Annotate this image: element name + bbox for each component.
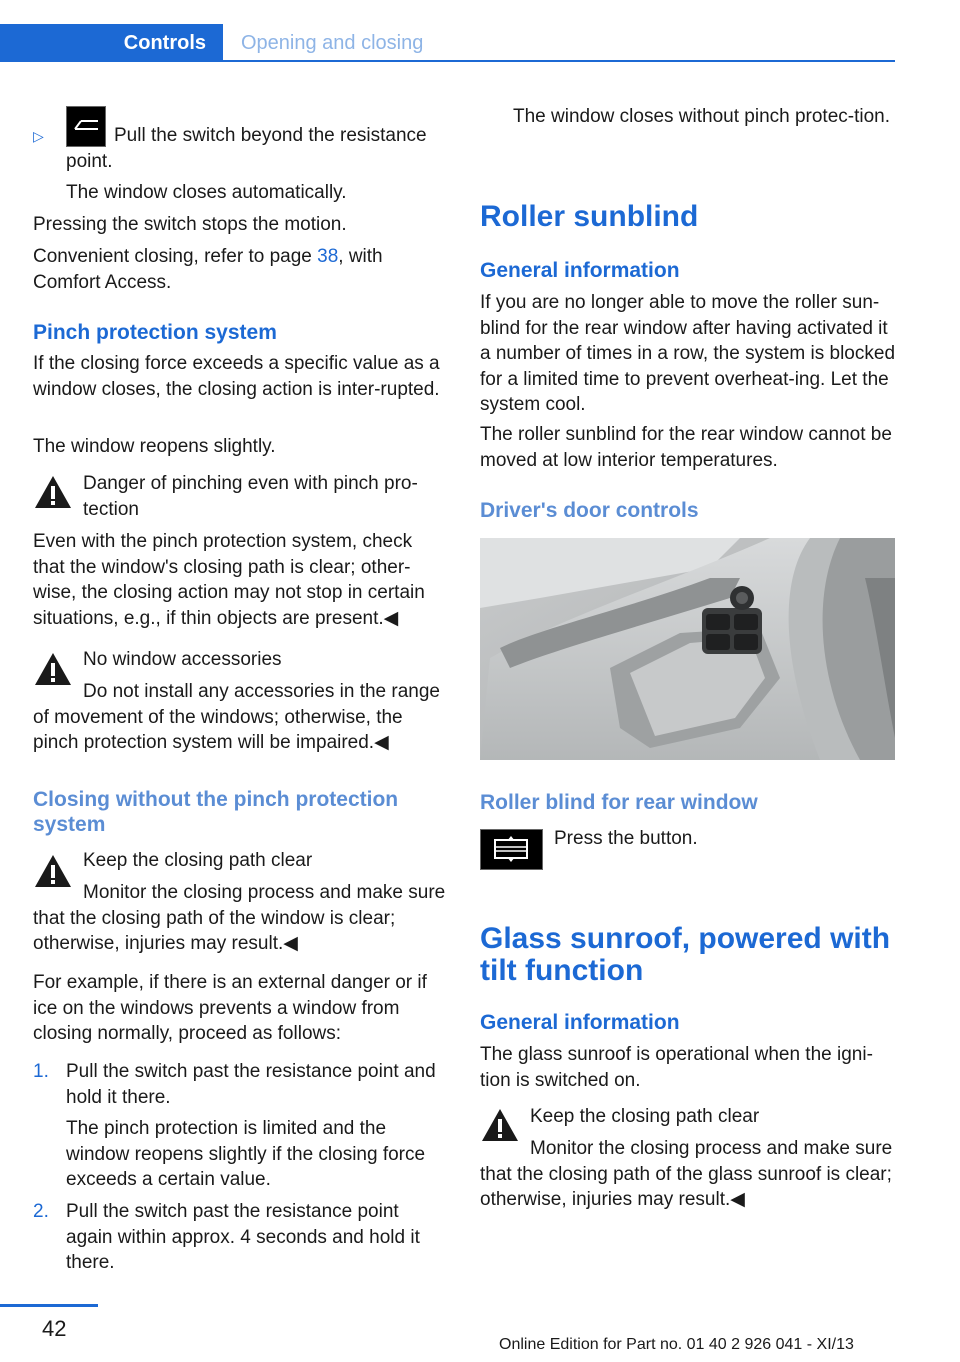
general-info-heading: General information [480, 259, 680, 282]
step1-text: Pull the switch past the resistance point and hold it there. [66, 1061, 436, 1108]
stop-note: Pressing the switch stops the motion. [33, 214, 347, 235]
general-info-heading-2: General information [480, 1011, 680, 1034]
header-bar [0, 24, 895, 62]
convenient-prefix: Convenient closing, refer to page [33, 246, 318, 267]
step-number: 1. [33, 1061, 49, 1082]
glass-sunroof-heading: Glass sunroof, powered with tilt function [480, 922, 891, 987]
press-button-text: Press the button. [554, 828, 698, 849]
step-number: 2. [33, 1201, 49, 1222]
reopen-text: The window reopens slightly. [33, 436, 276, 457]
warning-path-title: Keep the closing path clear [83, 850, 313, 871]
warning-path-body: Monitor the closing process and make sure that the closing path of the window is clear; otherwise, injuries may result.◀ [33, 882, 446, 954]
closing-without-heading: Closing without the pinch protection system [33, 788, 399, 836]
step2-text: Pull the switch past the resistance point again within approx. 4 seconds and hold it there. [66, 1201, 420, 1273]
auto-close-result: The window closes automatically. [66, 182, 347, 203]
step1-note: The pinch protection is limited and the window reopens slightly if the closing force exceeds a certain value. [66, 1118, 426, 1190]
warning-pinching-body: Even with the pinch protection system, check that the window's closing path is clear; other‐wise, the closing action may not stop in certain situations, e.g., if thin objects are present.◀ [33, 531, 425, 629]
page-link[interactable]: 38 [317, 246, 339, 267]
header-rule [223, 60, 895, 62]
roller-sunblind-heading: Roller sunblind [480, 200, 699, 233]
warning-accessories-title: No window accessories [83, 649, 282, 670]
page-number: 42 [42, 1316, 67, 1341]
sunblind-cold-text: The roller sunblind for the rear window cannot be moved at low interior temperatures. [480, 424, 892, 471]
warning-sunroof-body: Monitor the closing process and make sure that the closing path of the glass sunroof is clear; otherwise, injuries may result.◀ [480, 1138, 893, 1210]
continued-text: The window closes without pinch protec‐tion. [513, 106, 891, 127]
convenient-closing-text [33, 244, 448, 295]
subsection-tab[interactable]: Opening and closing [223, 24, 895, 62]
door-controls-photo [480, 538, 895, 760]
roller-blind-heading: Roller blind for rear window [480, 791, 758, 814]
sunroof-info-text: The glass sunroof is operational when the igni‐tion is switched on. [480, 1044, 873, 1091]
edition-text: Online Edition for Part no. 01 40 2 926 041 - XI/13 [499, 1336, 854, 1353]
bullet-marker: ▷ [33, 128, 44, 144]
warning-accessories-body: Do not install any accessories in the range of movement of the windows; otherwise, the pinch protection system will be impaired.◀ [33, 681, 440, 753]
pinch-protection-heading: Pinch protection system [33, 321, 277, 344]
convenient-suffix: , with Comfort Access. [33, 246, 383, 293]
warning-triangle-icon [33, 474, 73, 510]
footer-rule [0, 1304, 98, 1307]
section-tab[interactable]: Controls [0, 24, 223, 62]
warning-sunroof-title: Keep the closing path clear [530, 1106, 760, 1127]
drivers-door-heading: Driver's door controls [480, 499, 699, 522]
sunblind-info-text: If you are no longer able to move the roller sun‐blind for the rear window after having activated it a number of times in a row, the system is blocked for a limited time to prevent overheat‐ing. Let the system cool. [480, 292, 896, 415]
warning-pinching-title: Danger of pinching even with pinch pro‐tection [83, 473, 418, 520]
auto-close-instruction: Pull the switch beyond the resistance point. [66, 125, 427, 172]
pinch-protection-text: If the closing force exceeds a specific value as a window closes, the closing action is inter‐rupted. [33, 353, 440, 400]
example-text: For example, if there is an external danger or if ice on the windows prevents a window from closing normally, proceed as follows: [33, 972, 427, 1044]
roller-blind-button-icon [480, 829, 543, 870]
